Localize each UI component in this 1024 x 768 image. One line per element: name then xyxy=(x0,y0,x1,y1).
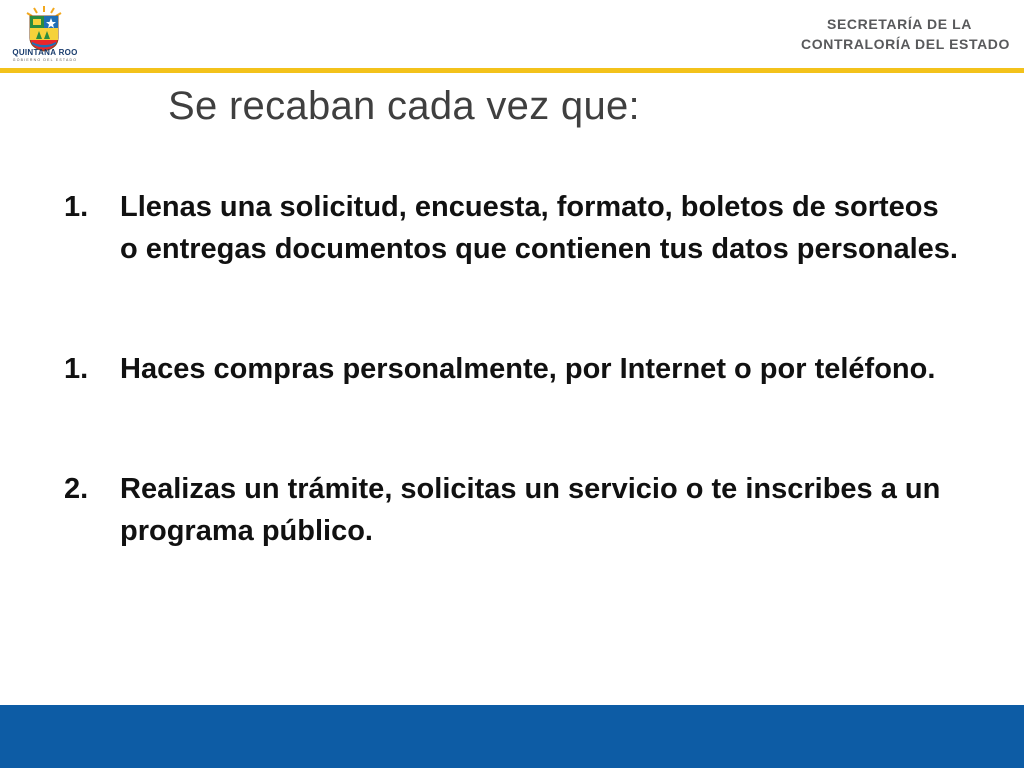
header xyxy=(0,0,1024,68)
list-item xyxy=(64,348,964,390)
department-line-1: SECRETARÍA DE LA xyxy=(827,16,972,32)
list-item xyxy=(64,186,964,270)
item-list xyxy=(64,186,964,552)
list-item-text: Realizas un trámite, solicitas un servicio o te inscribes a un programa público. xyxy=(120,473,941,547)
header-divider xyxy=(0,68,1024,73)
footer-bar xyxy=(0,705,1024,768)
list-item-text: Llenas una solicitud, encuesta, formato, boletos de sorteos o entregas documentos que contienen tus datos personales. xyxy=(120,191,958,265)
list-item-number: 1. xyxy=(64,191,89,223)
list-item-text: Haces compras personalmente, por Internet o por teléfono. xyxy=(120,353,936,385)
logo-subtext: GOBIERNO DEL ESTADO xyxy=(12,58,78,62)
department-line-2: CONTRALORÍA DEL ESTADO xyxy=(801,36,1010,52)
coat-of-arms-icon xyxy=(8,4,80,52)
slide-title: Se recaban cada vez que: xyxy=(168,84,640,128)
list-item-number: 1. xyxy=(64,353,89,385)
list-item-number: 2. xyxy=(64,473,89,505)
logo-text: QUINTANA ROO xyxy=(12,48,78,57)
list-item xyxy=(64,468,964,552)
department-name xyxy=(801,14,1010,54)
